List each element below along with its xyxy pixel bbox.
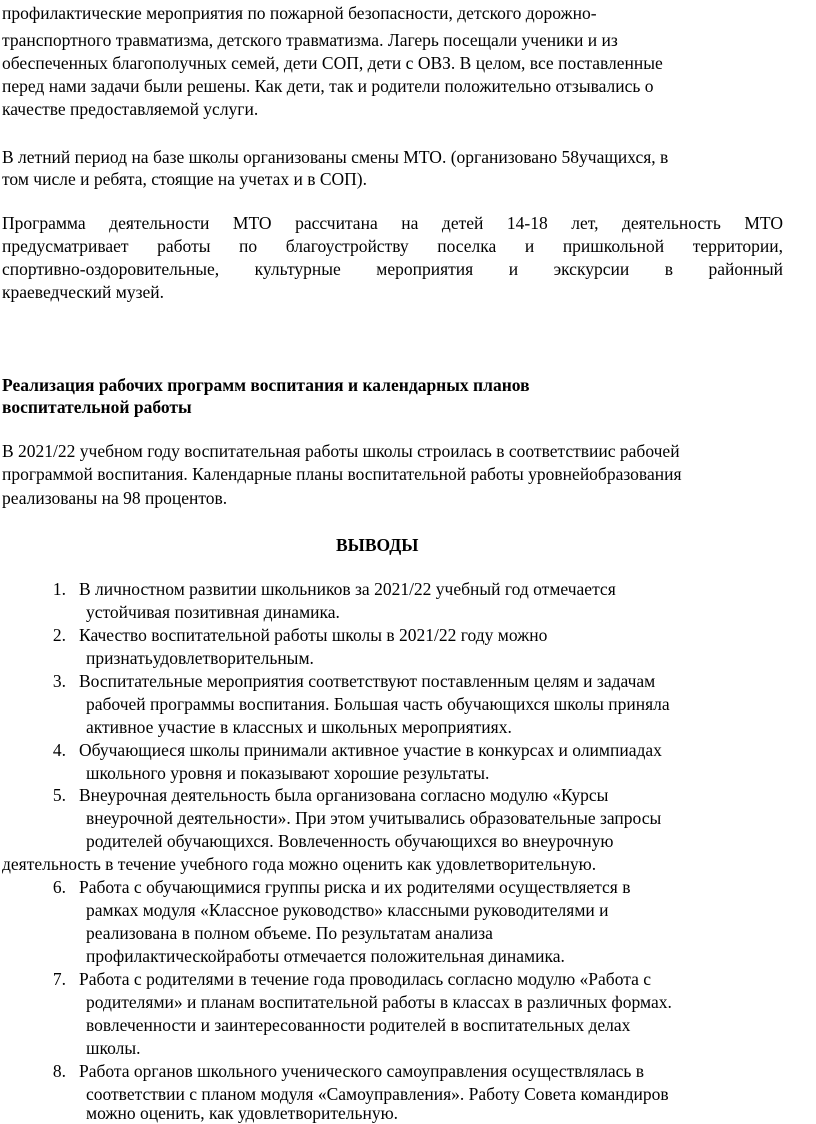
item-8-line-2: соответствии с планом модуля «Самоуправления». Работу Совета командиров [86,1084,669,1104]
item-5-line-4: деятельность в течение учебного года можно оценить как удовлетворительную. [2,854,597,874]
item-2-number: 2. [52,625,66,645]
item-7-line-2: родителями» и планам воспитательной работы в классах в различных формах. [86,992,672,1012]
section-heading-line-2: воспитательной работы [2,397,192,417]
item-4-line-2: школьного уровня и показывают хорошие результаты. [86,763,490,783]
item-7-line-1: Работа с родителями в течение года проводилась согласно модулю «Работа с [79,969,651,989]
item-5-line-1: Внеурочная деятельность была организована согласно модулю «Курсы [79,785,609,805]
item-3-line-1: Воспитательные мероприятия соответствуют поставленным целям и задачам [79,671,656,691]
item-3-line-3: активное участие в классных и школьных мероприятиях. [86,717,512,737]
section-heading-line-1: Реализация рабочих программ воспитания и календарных планов [2,375,530,395]
intro-line-1: профилактические мероприятия по пожарной безопасности, детского дорожно- [2,3,597,23]
item-6-line-2: рамках модуля «Классное руководство» классными руководителями и [86,900,609,920]
intro-line-2: транспортного травматизма, детского травматизма. Лагерь посещали ученики и из [2,30,618,50]
item-8-line-1: Работа органов школьного ученического самоуправления осуществлялась в [79,1061,644,1081]
item-7-line-3: вовлеченности и заинтересованности родителей в воспитательных делах [86,1015,631,1035]
section-body-line-3: реализованы на 98 процентов. [2,488,228,508]
item-4-line-1: Обучающиеся школы принимали активное участие в конкурсах и олимпиадах [79,740,662,760]
item-7-line-4: школы. [86,1038,141,1058]
item-8-number: 8. [52,1061,66,1081]
intro-line-3: обеспеченных благополучных семей, дети СОП, дети с ОВЗ. В целом, все поставленные [2,53,663,73]
section-body-line-2: программой воспитания. Календарные планы воспитательной работы уровнейобразования [2,464,682,484]
item-5-line-3: родителей обучающихся. Вовлеченность обучающихся во внеурочную [86,831,614,851]
item-3-number: 3. [52,671,66,691]
item-1-line-2: устойчивая позитивная динамика. [86,602,340,622]
item-6-line-4: профилактическойработы отмечается положительная динамика. [86,946,565,966]
item-7-number: 7. [52,969,66,989]
item-6-line-3: реализована в полном объеме. По результатам анализа [86,923,493,943]
item-1-line-1: В личностном развитии школьников за 2021/22 учебный год отмечается [79,579,616,599]
intro-line-5: качестве предоставляемой услуги. [2,99,259,119]
item-5-number: 5. [52,785,66,805]
item-6-number: 6. [52,877,66,897]
item-4-number: 4. [52,740,66,760]
item-2-line-2: признатьудовлетворительным. [86,648,314,668]
section-body-line-1: В 2021/22 учебном году воспитательная работы школы строилась в соответствиис рабочей [2,441,680,461]
mto-shifts-line-2: том числе и ребята, стоящие на учетах и в СОП). [2,169,367,189]
mto-program-line-1: Программа деятельности МТО рассчитана на детей 14-18 лет, деятельность МТО [2,213,783,233]
item-6-line-1: Работа с обучающимися группы риска и их родителями осуществляется в [79,877,631,897]
mto-program-line-3: спортивно-оздоровительные, культурные мероприятия и экскурсии в районный [2,259,783,279]
item-5-line-2: внеурочной деятельности». При этом учитывались образовательные запросы [86,808,662,828]
item-3-line-2: рабочей программы воспитания. Большая часть обучающихся школы приняла [86,694,670,714]
mto-program-line-4: краеведческий музей. [2,282,165,302]
item-1-number: 1. [52,579,66,599]
item-8-line-3: можно оценить, как удовлетворительную. [86,1103,399,1123]
item-2-line-1: Качество воспитательной работы школы в 2021/22 году можно [79,625,548,645]
mto-program-line-2: предусматривает работы по благоустройству поселка и пришкольной территории, [2,236,783,256]
conclusions-title: ВЫВОДЫ [336,535,419,555]
intro-line-4: перед нами задачи были решены. Как дети, так и родители положительно отзывались о [2,76,654,96]
mto-shifts-line-1: В летний период на базе школы организованы смены МТО. (организовано 58учащихся, в [2,147,669,167]
